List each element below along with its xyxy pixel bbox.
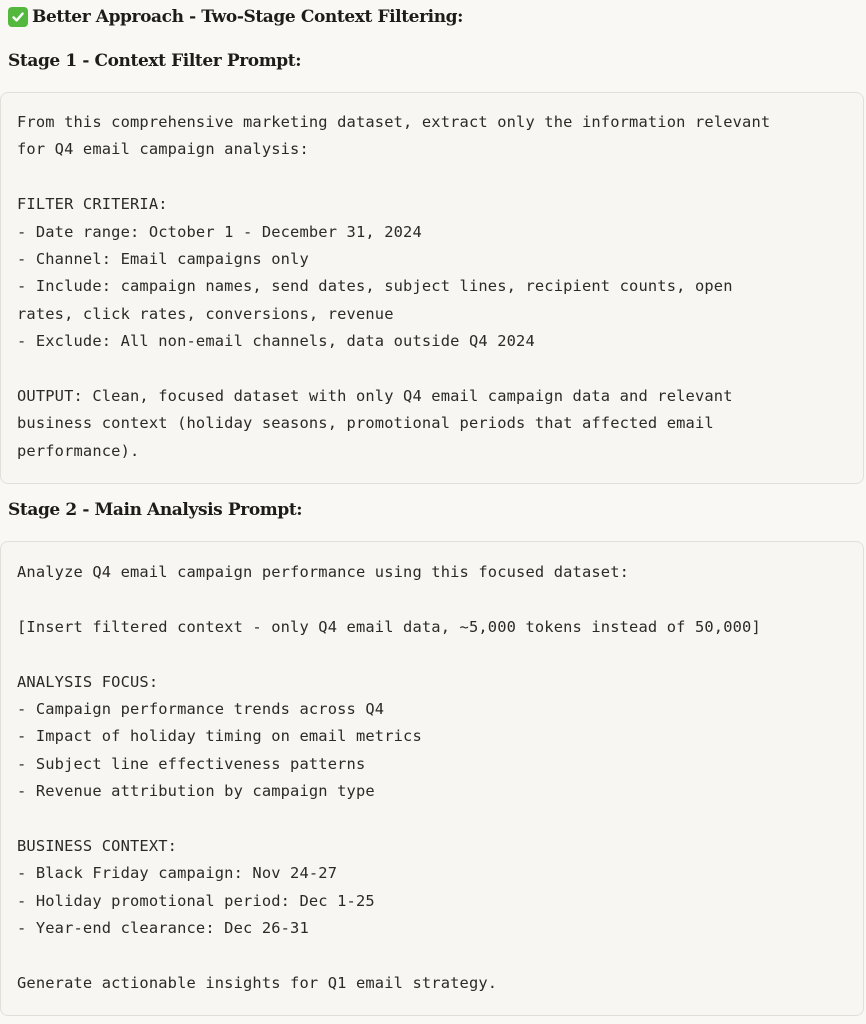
section-heading	[8, 7, 463, 27]
code-line: - Include: campaign names, send dates, subject lines, recipient counts, open	[17, 277, 733, 296]
code-line: business context (holiday seasons, promotional periods that affected email	[17, 414, 714, 433]
code-line	[17, 164, 863, 191]
stage1-title: Stage 1 - Context Filter Prompt:	[8, 51, 302, 71]
code-line: OUTPUT: Clean, focused dataset with only Q4 email campaign data and relevant	[17, 386, 733, 405]
check-mark-icon	[8, 7, 28, 27]
code-line	[17, 806, 863, 833]
code-line: - Holiday promotional period: Dec 1-25	[17, 891, 375, 910]
code-line	[17, 586, 863, 613]
section-heading-text: Better Approach - Two-Stage Context Filtering:	[32, 7, 464, 27]
code-line: Generate actionable insights for Q1 email strategy.	[17, 973, 498, 992]
stage2-code-block	[0, 541, 864, 1016]
code-line: rates, click rates, conversions, revenue	[17, 304, 394, 323]
code-line: - Year-end clearance: Dec 26-31	[17, 919, 309, 938]
code-line: ANALYSIS FOCUS:	[17, 672, 159, 691]
code-line: - Impact of holiday timing on email metrics	[17, 727, 422, 746]
code-line: - Revenue attribution by campaign type	[17, 782, 375, 801]
code-line: [Insert filtered context - only Q4 email data, ~5,000 tokens instead of 50,000]	[17, 617, 761, 636]
code-line: - Date range: October 1 - December 31, 2024	[17, 222, 422, 241]
stage2-title: Stage 2 - Main Analysis Prompt:	[8, 500, 303, 520]
code-line: for Q4 email campaign analysis:	[17, 140, 309, 159]
code-line: From this comprehensive marketing dataset, extract only the information relevant	[17, 113, 771, 131]
code-line	[17, 356, 863, 383]
code-line: - Black Friday campaign: Nov 24-27	[17, 864, 338, 883]
code-line: - Subject line effectiveness patterns	[17, 754, 366, 773]
code-line: FILTER CRITERIA:	[17, 195, 168, 214]
code-line: performance).	[17, 441, 140, 460]
code-line	[17, 641, 863, 668]
code-line: - Campaign performance trends across Q4	[17, 699, 385, 718]
code-line: - Channel: Email campaigns only	[17, 249, 309, 268]
stage1-code-block	[0, 92, 864, 484]
code-line: BUSINESS CONTEXT:	[17, 836, 178, 855]
code-line	[17, 942, 863, 969]
code-line: Analyze Q4 email campaign performance using this focused dataset:	[17, 563, 630, 581]
code-line: - Exclude: All non-email channels, data outside Q4 2024	[17, 332, 535, 351]
